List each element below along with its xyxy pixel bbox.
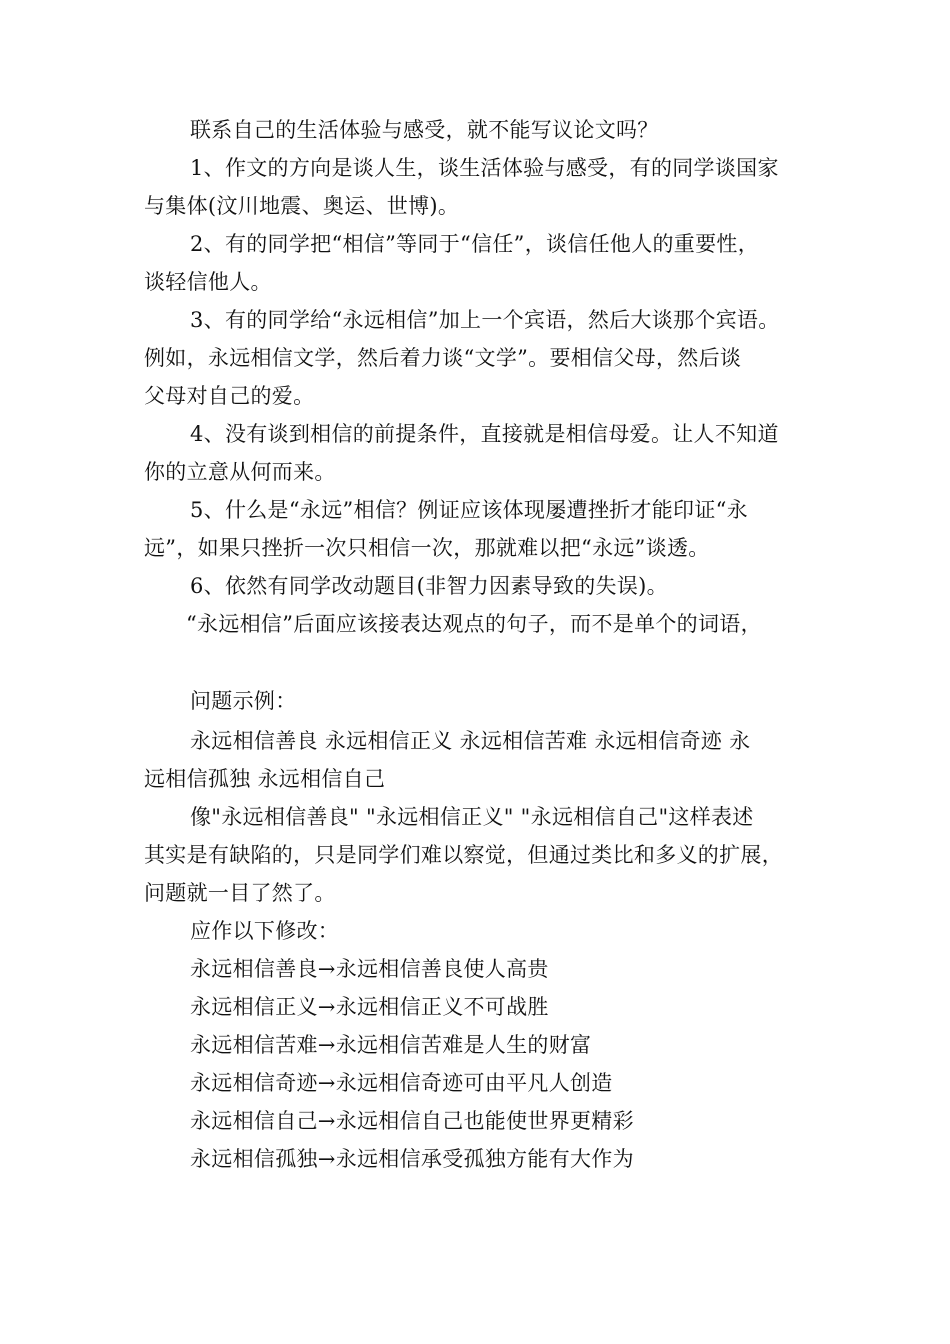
issue-1-line-1: 1、作文的方向是谈人生，谈生活体验与感受，有的同学谈国家: [190, 156, 779, 180]
title-line: 联系自己的生活体验与感受，就不能写议论文吗？: [190, 118, 659, 142]
fix-item: 永远相信奇迹→永远相信奇迹可由平凡人创造: [190, 1071, 613, 1095]
issue-3-line-1: 3、有的同学给“永远相信”加上一个宾语，然后大谈那个宾语。: [190, 308, 780, 332]
fix-item: 永远相信善良→永远相信善良使人高贵: [190, 957, 549, 981]
fix-item: 永远相信苦难→永远相信苦难是人生的财富: [190, 1033, 592, 1057]
examples-line-1: 永远相信善良 永远相信正义 永远相信苦难 永远相信奇迹 永: [190, 729, 751, 753]
issue-4-line-2: 你的立意从何而来。: [144, 460, 336, 484]
examples-heading: 问题示例：: [190, 689, 297, 713]
issue-3-line-2: 例如，永远相信文学，然后着力谈“文学”。要相信父母，然后谈: [144, 346, 742, 370]
issue-4-line-1: 4、没有谈到相信的前提条件，直接就是相信母爱。让人不知道: [190, 422, 779, 446]
issue-2-line-1: 2、有的同学把“相信”等同于“信任”，谈信任他人的重要性，: [190, 232, 760, 256]
issue-5-line-1: 5、什么是“永远”相信？例证应该体现屡遭挫折才能印证“永: [190, 498, 748, 522]
issue-5-line-2: 远”，如果只挫折一次只相信一次，那就难以把“永远”谈透。: [144, 536, 710, 560]
issue-6-line-1: 6、依然有同学改动题目(非智力因素导致的失误)。: [190, 574, 668, 598]
fix-item: 永远相信孤独→永远相信承受孤独方能有大作为: [190, 1147, 634, 1171]
note-line: “永远相信”后面应该接表达观点的句子，而不是单个的词语，: [186, 612, 762, 636]
issue-3-line-3: 父母对自己的爱。: [144, 384, 315, 408]
issue-2-line-2: 谈轻信他人。: [144, 270, 272, 294]
analysis-line-1: 像"永远相信善良" "永远相信正义" "永远相信自己"这样表述: [190, 805, 754, 829]
fix-heading: 应作以下修改：: [190, 919, 340, 943]
examples-line-2: 远相信孤独 永远相信自己: [144, 767, 386, 791]
analysis-line-2: 其实是有缺陷的，只是同学们难以察觉，但通过类比和多义的扩展，: [144, 843, 783, 867]
fix-item: 永远相信自己→永远相信自己也能使世界更精彩: [190, 1109, 634, 1133]
fix-item: 永远相信正义→永远相信正义不可战胜: [190, 995, 549, 1019]
analysis-line-3: 问题就一目了然了。: [144, 881, 336, 905]
issue-1-line-2: 与集体(汶川地震、奥运、世博)。: [144, 194, 460, 218]
